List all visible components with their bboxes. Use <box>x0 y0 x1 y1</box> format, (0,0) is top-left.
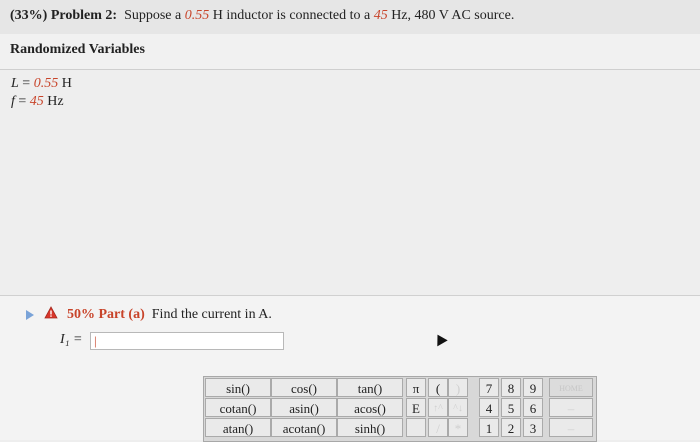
acotan-button[interactable]: acotan() <box>271 418 337 437</box>
digit-7-button[interactable]: 7 <box>479 378 499 397</box>
expand-arrow-icon[interactable] <box>26 310 34 320</box>
sinh-button[interactable]: sinh() <box>337 418 403 437</box>
randomized-variables-heading: Randomized Variables <box>10 42 145 57</box>
variable-L-symbol: L <box>11 76 19 91</box>
randomized-variables-body <box>0 70 700 296</box>
e-button[interactable]: E <box>406 398 426 417</box>
digit-4-button[interactable]: 4 <box>479 398 499 417</box>
randomized-variables-header <box>0 34 700 70</box>
problem-text-mid1: H inductor is connected to a <box>212 8 371 23</box>
digit-5-button[interactable]: 5 <box>501 398 521 417</box>
calculator-keypad <box>203 376 597 442</box>
open-paren-button[interactable]: ( <box>428 378 448 397</box>
minus-button-2[interactable]: – <box>549 418 593 437</box>
cos-button[interactable]: cos() <box>271 378 337 397</box>
cotan-button[interactable]: cotan() <box>205 398 271 417</box>
digit-6-button[interactable]: 6 <box>523 398 543 417</box>
variable-f-unit: Hz <box>43 94 64 109</box>
frequency-value: 45 <box>373 8 388 23</box>
variable-f-symbol: f <box>11 94 15 109</box>
tan-button[interactable]: tan() <box>337 378 403 397</box>
variable-L-value: 0.55 <box>33 76 59 91</box>
part-a-percent: 50% <box>67 307 95 323</box>
sin-button[interactable]: sin() <box>205 378 271 397</box>
acos-button[interactable]: acos() <box>337 398 403 417</box>
answer-input[interactable]: | <box>90 332 284 350</box>
blank-button[interactable] <box>406 418 426 437</box>
problem-label: Problem 2: <box>50 8 118 23</box>
variable-L-unit: H <box>58 76 72 91</box>
mouse-cursor-icon <box>432 332 447 347</box>
variable-L <box>11 76 72 92</box>
pi-button[interactable]: π <box>406 378 426 397</box>
digit-8-button[interactable]: 8 <box>501 378 521 397</box>
home-button[interactable]: HOME <box>549 378 593 397</box>
part-a-section <box>0 296 700 440</box>
power-up-button[interactable]: ↑^ <box>428 398 448 417</box>
variable-f-value: 45 <box>29 94 44 109</box>
problem-statement <box>10 8 514 24</box>
asin-button[interactable]: asin() <box>271 398 337 417</box>
divide-button[interactable]: / <box>428 418 448 437</box>
inductance-value: 0.55 <box>184 8 210 23</box>
digit-9-button[interactable]: 9 <box>523 378 543 397</box>
digit-3-button[interactable]: 3 <box>523 418 543 437</box>
digit-1-button[interactable]: 1 <box>479 418 499 437</box>
problem-header <box>0 0 700 35</box>
variable-L-eq: = <box>18 76 34 91</box>
problem-percent: (33%) <box>10 8 48 23</box>
problem-text-mid2: Hz, 480 V AC source. <box>391 8 515 23</box>
part-a-header[interactable] <box>26 306 272 324</box>
atan-button[interactable]: atan() <box>205 418 271 437</box>
part-a-label: Part (a) <box>98 307 145 323</box>
part-a-prompt: Find the current in A. <box>151 307 272 323</box>
problem-text-before: Suppose a <box>124 8 182 23</box>
variable-f <box>11 94 64 110</box>
variable-f-eq: = <box>14 94 30 109</box>
close-paren-button[interactable]: ) <box>448 378 468 397</box>
minus-button[interactable]: – <box>549 398 593 417</box>
warning-icon <box>44 306 58 324</box>
power-down-button[interactable]: ^↓ <box>448 398 468 417</box>
digit-2-button[interactable]: 2 <box>501 418 521 437</box>
answer-label: I₁ = <box>60 332 83 347</box>
multiply-button[interactable]: * <box>448 418 468 437</box>
